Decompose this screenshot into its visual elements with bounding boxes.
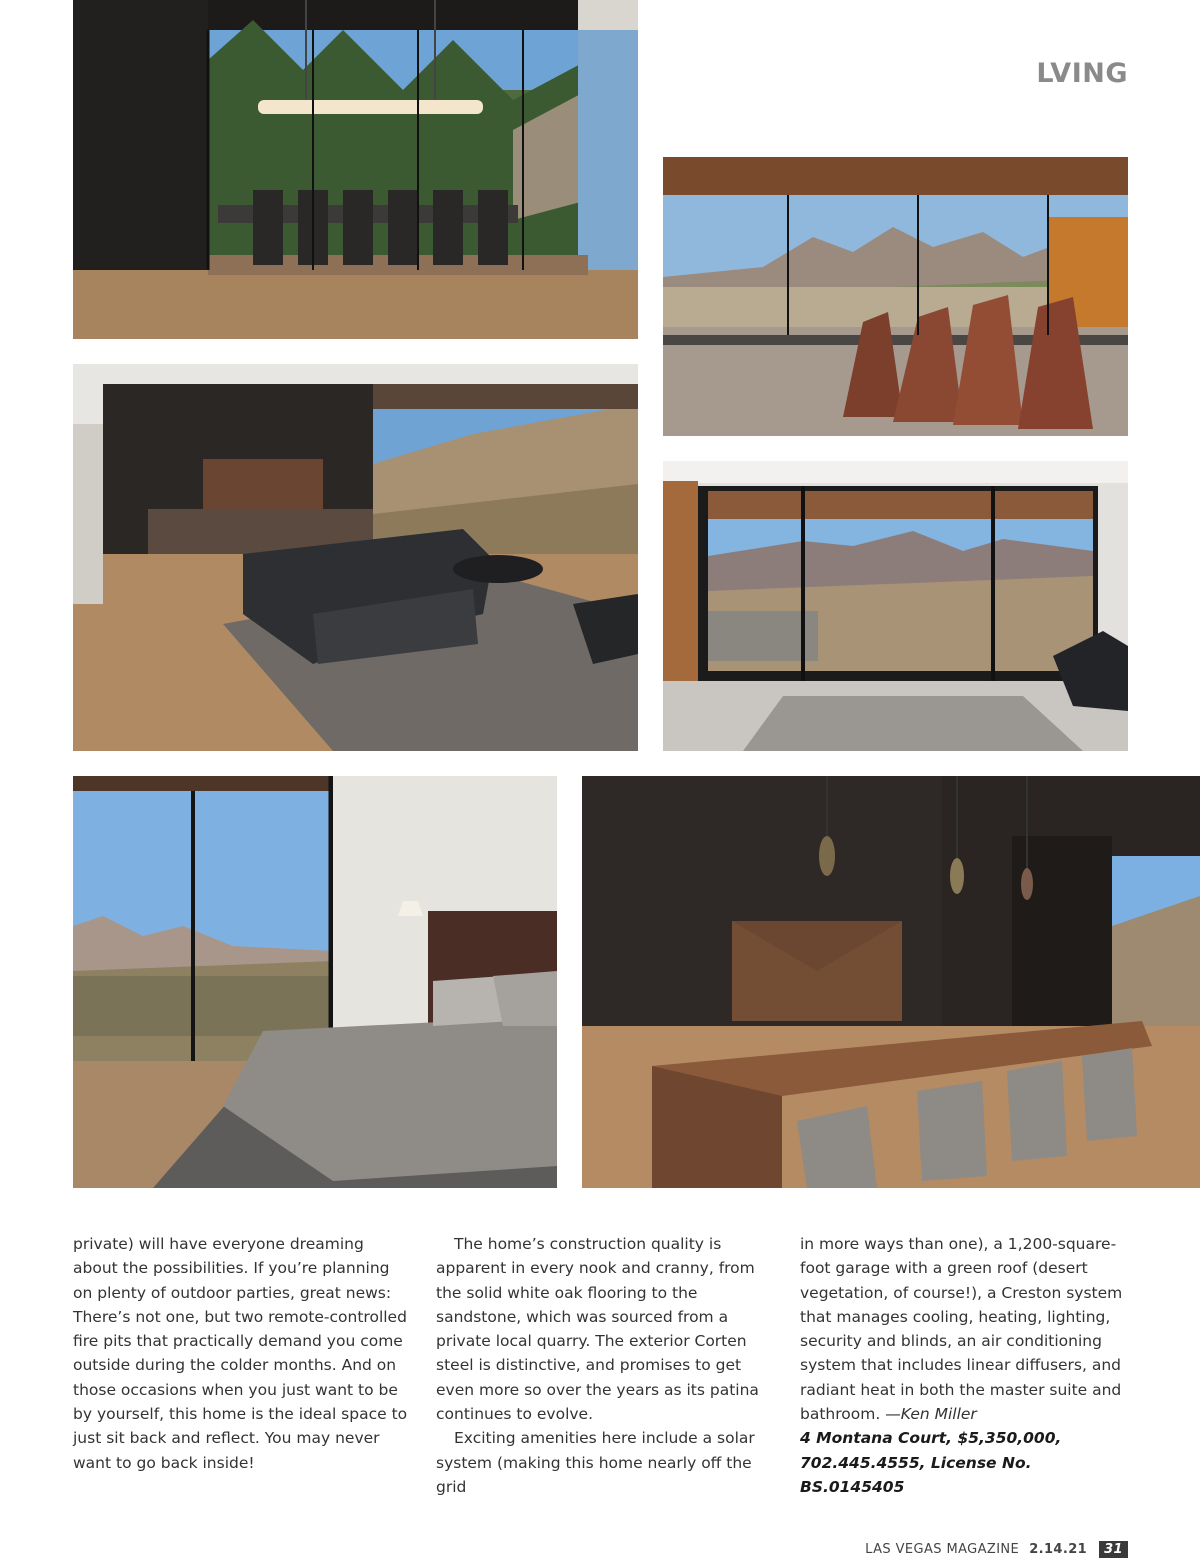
section-label: LVING xyxy=(1036,58,1128,89)
article-paragraph: private) will have everyone dreaming about the possibilities. If you’re planning on plenty of outdoor parties, great news: There’s not one, but two remote-controlled fire pits that practically demand you come outside during the colder months. And on those occasions when you just want to be by yourself, this home is the ideal space to just sit back and reflect. You may never want to go back inside! xyxy=(73,1235,408,1472)
listing-info xyxy=(800,1426,1130,1499)
bedroom-sliding-doors-photo xyxy=(663,461,1128,751)
page-footer xyxy=(865,1541,1128,1558)
byline: —Ken Miller xyxy=(885,1405,977,1424)
issue-date: 2.14.21 xyxy=(1029,1542,1088,1557)
article-paragraph: The home’s construction quality is apparent in every nook and cranny, from the solid white oak flooring to the sandstone, which was sourced from a private local quarry. The exterior Corten steel is distinctive, and promises to get even more so over the years as its patina continues to evolve. xyxy=(436,1235,759,1424)
article-column-3 xyxy=(800,1232,1130,1499)
article-text: in more ways than one), a 1,200-square-foot garage with a green roof (desert vegetation, of course!), a Creston system that manages cooling, heating, lighting, security and blinds, an air conditioning system that includes linear diffusers, and radiant heat in both the master suite and bathroom. xyxy=(800,1235,1123,1424)
article-paragraph: Exciting amenities here include a solar system (making this home nearly off the grid xyxy=(436,1429,755,1496)
desert-courtyard-photo xyxy=(663,157,1128,436)
page-number: 31 xyxy=(1099,1541,1128,1558)
article-paragraph xyxy=(800,1232,1130,1426)
master-bedroom-photo xyxy=(73,776,557,1188)
publication-name: LAS VEGAS MAGAZINE xyxy=(865,1542,1020,1557)
article-column-1 xyxy=(73,1232,408,1475)
dining-room-photo xyxy=(73,0,638,339)
living-room-photo xyxy=(73,364,638,751)
listing-phone-license: 702.445.4555, License No. BS.0145405 xyxy=(800,1453,1032,1496)
listing-address-price: 4 Montana Court, $5,350,000, xyxy=(800,1429,1062,1448)
article-column-2 xyxy=(436,1232,771,1499)
kitchen-island-photo xyxy=(582,776,1200,1188)
